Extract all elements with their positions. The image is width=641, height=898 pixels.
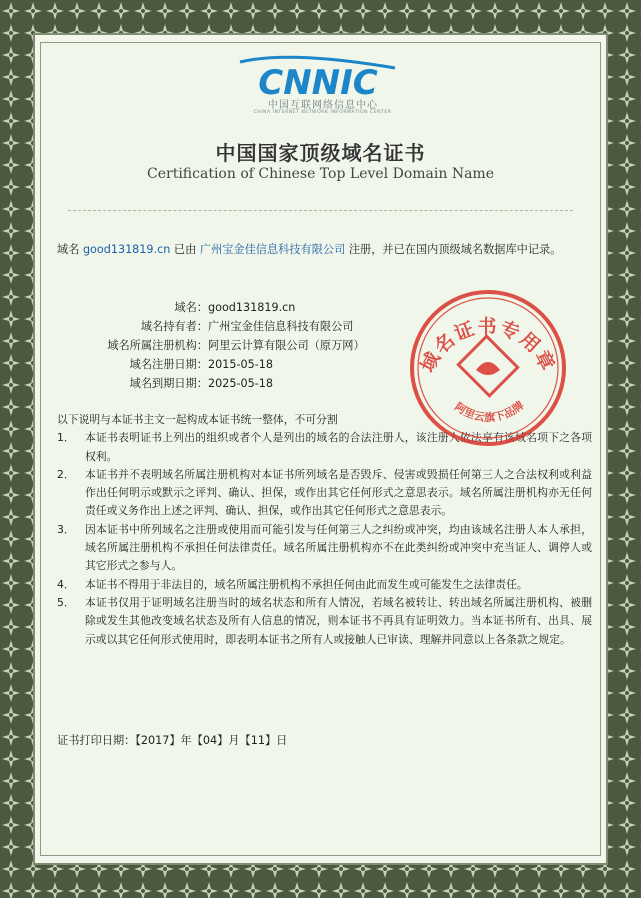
terms-header: 以下说明与本证书主文一起构成本证书统一整体，不可分割: [57, 413, 338, 426]
info-label: 域名：: [174, 301, 208, 314]
info-value: good131819.cn: [208, 301, 296, 314]
term-text: 本证书仅用于证明域名注册当时的域名状态和所有人情况，若域名被转让、转出域名所属注册机构、被删除或发生其他改变域名状态及所有人信息的情况，则本证书不再具有证明效力。当本证书所有、出具、展示或以其它任何形式使用时，即表明本证书之所有人或接触人已审读、理解并同意以上各条款之规定。: [85, 595, 592, 646]
term-number: 2．: [57, 467, 75, 481]
term-number: 4．: [57, 577, 75, 591]
intro-text-2: 已由: [170, 243, 200, 256]
info-value: 2015-05-18: [208, 358, 274, 371]
intro-paragraph: [57, 240, 587, 259]
term-number: 3．: [57, 522, 75, 536]
term-text: 本证书并不表明域名所属注册机构对本证书所列域名是否毁斥、侵害或毁损任何第三人之合法权利或利益作出任何明示或默示之评判、确认、担保，或作出其它任何形式之意思表示。域名所属注册机构亦无任何责任或义务作出上述之评判、确认、担保，或作出其它任何形式之意思表示。: [85, 467, 592, 518]
info-value: 2025-05-18: [208, 377, 274, 390]
info-label: 域名注册日期：: [129, 358, 208, 371]
intro-text-3: 注册，并已在国内顶级域名数据库中记录。: [345, 243, 562, 256]
term-text: 本证书不得用于非法目的，域名所属注册机构不承担任何由此而发生或可能发生之法律责任。: [85, 577, 528, 591]
info-label: 域名到期日期：: [129, 377, 208, 390]
info-label: 域名持有者：: [140, 320, 208, 333]
certificate-title-en: Certification of Chinese Top Level Domain Name: [147, 166, 494, 182]
svg-text:阿里云旗下品牌: [452, 398, 526, 424]
seal-emblem-icon: [458, 336, 517, 395]
term-item: [57, 521, 592, 576]
intro-text-1: 域名: [57, 243, 83, 256]
term-item: [57, 576, 592, 594]
term-item: [57, 594, 592, 649]
divider: [68, 210, 573, 211]
logo-subtitle-en: CHINA INTERNET NETWORK INFORMATION CENTER: [253, 110, 392, 115]
term-text: 本证书表明证书上列出的组织或者个人是列出的域名的合法注册人，该注册人依法享有该域名项下之各项权利。: [85, 431, 592, 463]
intro-domain: good131819.cn: [82, 243, 171, 256]
term-item: [57, 466, 592, 521]
term-number: 5．: [57, 595, 75, 609]
certificate-title-cn: 中国国家顶级域名证书: [215, 141, 426, 165]
logo-subtitle-cn: 中国互联网络信息中心: [268, 100, 378, 111]
term-number: 1．: [57, 431, 75, 445]
logo-brand: CNNIC: [258, 63, 378, 103]
seal-bottom-text: 阿里云旗下品牌: [452, 398, 527, 425]
term-text: 因本证书中所列域名之注册或使用而可能引发与任何第三人之纠纷或冲突，均由该域名注册人本人承担，域名所属注册机构不承担任何法律责任。域名所属注册机构亦不在此类纠纷或冲突中充当证人、调停人或其它形式之参与人。: [85, 522, 592, 573]
print-date: 证书打印日期：【2017】年【04】月【11】日: [57, 734, 288, 747]
info-label: 域名所属注册机构：: [107, 339, 208, 352]
info-value: 广州宝金佳信息科技有限公司: [208, 320, 354, 333]
intro-holder: 广州宝金佳信息科技有限公司: [199, 243, 346, 256]
seal-top-text: 域名证书专用章: [416, 316, 560, 376]
official-seal: [404, 284, 572, 452]
info-value: 阿里云计算有限公司（原万网）: [208, 339, 365, 352]
